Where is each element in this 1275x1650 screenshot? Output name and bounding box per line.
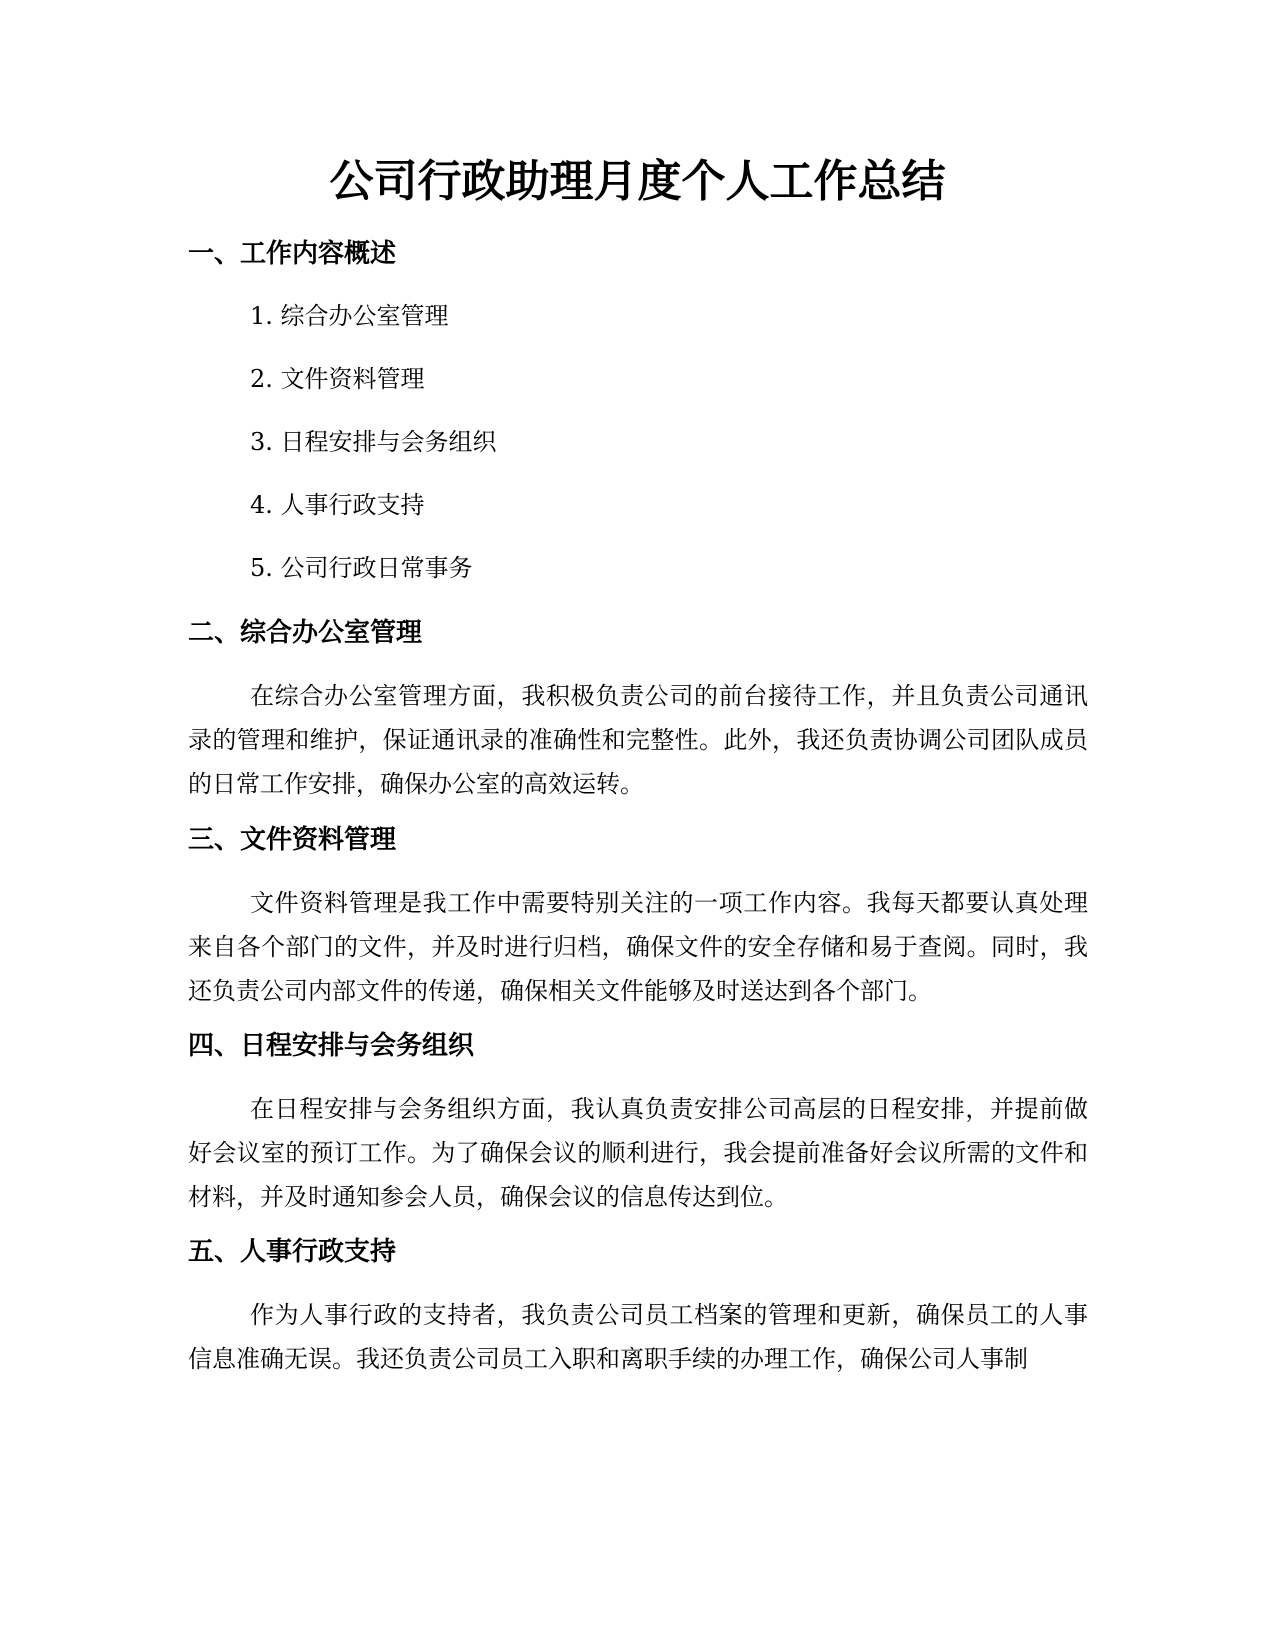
- section-paragraph: 作为人事行政的支持者，我负责公司员工档案的管理和更新，确保员工的人事信息准确无误。我还负责公司员工入职和离职手续的办理工作，确保公司人事制: [188, 1301, 1088, 1373]
- list-item: 1. 综合办公室管理: [250, 302, 449, 330]
- list-item: 2. 文件资料管理: [250, 365, 425, 393]
- list-item: 3. 日程安排与会务组织: [250, 428, 497, 456]
- section-heading-hr: 五、人事行政支持: [188, 1237, 397, 1267]
- list-item: 4. 人事行政支持: [250, 491, 425, 519]
- section-heading-office: 二、综合办公室管理: [188, 618, 423, 648]
- section-heading-scheduling: 四、日程安排与会务组织: [188, 1031, 475, 1061]
- document-title: 公司行政助理月度个人工作总结: [329, 156, 946, 207]
- section-heading-overview: 一、工作内容概述: [188, 239, 397, 269]
- section-paragraph: 文件资料管理是我工作中需要特别关注的一项工作内容。我每天都要认真处理来自各个部门的文件，并及时进行归档，确保文件的安全存储和易于查阅。同时，我还负责公司内部文件的传递，确保相关文件能够及时送达到各个部门。: [188, 889, 1088, 1005]
- section-paragraph: 在日程安排与会务组织方面，我认真负责安排公司高层的日程安排，并提前做好会议室的预订工作。为了确保会议的顺利进行，我会提前准备好会议所需的文件和材料，并及时通知参会人员，确保会议的信息传达到位。: [188, 1095, 1088, 1211]
- section-heading-documents: 三、文件资料管理: [188, 825, 397, 855]
- list-item: 5. 公司行政日常事务: [250, 554, 473, 582]
- section-paragraph: 在综合办公室管理方面，我积极负责公司的前台接待工作，并且负责公司通讯录的管理和维护，保证通讯录的准确性和完整性。此外，我还负责协调公司团队成员的日常工作安排，确保办公室的高效运转。: [188, 682, 1088, 798]
